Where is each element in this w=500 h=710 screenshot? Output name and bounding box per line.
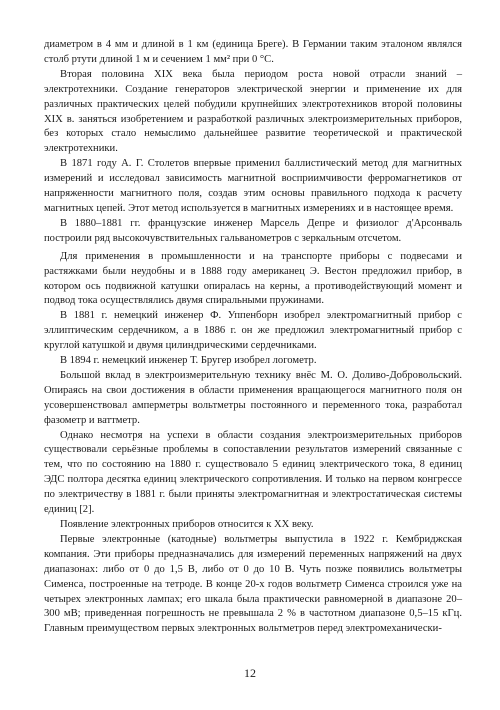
paragraph: Появление электронных приборов относится к XX веку.	[60, 519, 314, 530]
paragraph: Для применения в промышленности и на транспорте приборы с подвесами и растяжками были неудобны и в 1888 году американец Э. Вестон предложил прибор, в котором ось подвижной катушки опиралась на керны, а противодействующий момент и подвод тока осуществлялись двумя спиральными пружинами.	[44, 250, 462, 307]
page-number: 12	[244, 666, 256, 680]
paragraph: В 1880–1881 гг. французские инженер Марсель Депре и физиолог д'Арсонваль построили ряд высокочувствительных гальванометров с зеркальным отсчетом.	[44, 217, 462, 244]
paragraph: Вторая половина XIX века была периодом роста новой отрасли знаний – электротехники. Создание генераторов электрической энергии и применение их для различных практических целей побудили крупнейших электротехников второй половины XIX в. заняться изобретением и разработкой различных электроизмерительных приборов, без которых стало немыслимо дальнейшее развитие теоретической и практической электротехники.	[44, 68, 462, 155]
paragraph: В 1894 г. немецкий инженер Т. Бругер изобрел логометр.	[60, 355, 317, 367]
paragraph: Первые электронные (катодные) вольтметры выпустила в 1922 г. Кембриджская компания. Эти приборы предназначались для измерений переменных напряжений на двух диапазонах: либо от 0 до 1,5 В, либо от 0 до 10 В. Чуть позже появились вольтметры Сименса, построенные на тетроде. В конце 20-х годов вольтметр Сименса строился уже на четырех электронных лампах; его шкала была практически равномерной в диапазоне 20–300 мВ; приведенная погрешность не превышала 2 % в частотном диапазоне 0,5–15 кГц. Главным преимуществом первых электронных вольтметров перед электромеханически-	[44, 533, 462, 635]
paragraph: диаметром в 4 мм и длиной в 1 км (единица Бреге). В Германии таким эталоном являлся столб ртути длиной 1 м и сечением 1 мм² при 0 °С.	[44, 39, 462, 65]
paragraph: В 1871 году А. Г. Столетов впервые применил баллистический метод для магнитных измерений и исследовал зависимость магнитной восприимчивости ферромагнетиков от напряженности магнитного поля, создав этим основы правильного подхода к расчету магнитных цепей. Этот метод используется в магнитных измерениях и в настоящее время.	[44, 158, 462, 214]
paragraph: В 1881 г. немецкий инженер Ф. Уппенборн изобрел электромагнитный прибор с эллиптическим сердечником, а в 1886 г. он же предложил электромагнитный прибор с круглой катушкой и двумя цилиндрическими сердечниками.	[44, 310, 462, 352]
paragraph: Большой вклад в электроизмерительную технику внёс М. О. Доливо-Добровольский. Опираясь на свои достижения в области применения вращающегося магнитного поля он усовершенствовал амперметры вольтметры постоянного и переменного тока, разработал фазометр и ваттметр.	[44, 369, 462, 426]
paragraph: Однако несмотря на успехи в области создания электроизмерительных приборов существовали серьёзные проблемы в сопоставлении результатов измерений связанные с тем, что по состоянию на 1880 г. существовало 5 единиц электрического тока, 8 единиц ЭДС полтора десятка единиц электрического сопротивления. И только на первом конгрессе по электричеству в 1881 г. были приняты электромагнитная и электростатическая системы единиц [2].	[44, 429, 462, 516]
page-body	[44, 38, 462, 637]
